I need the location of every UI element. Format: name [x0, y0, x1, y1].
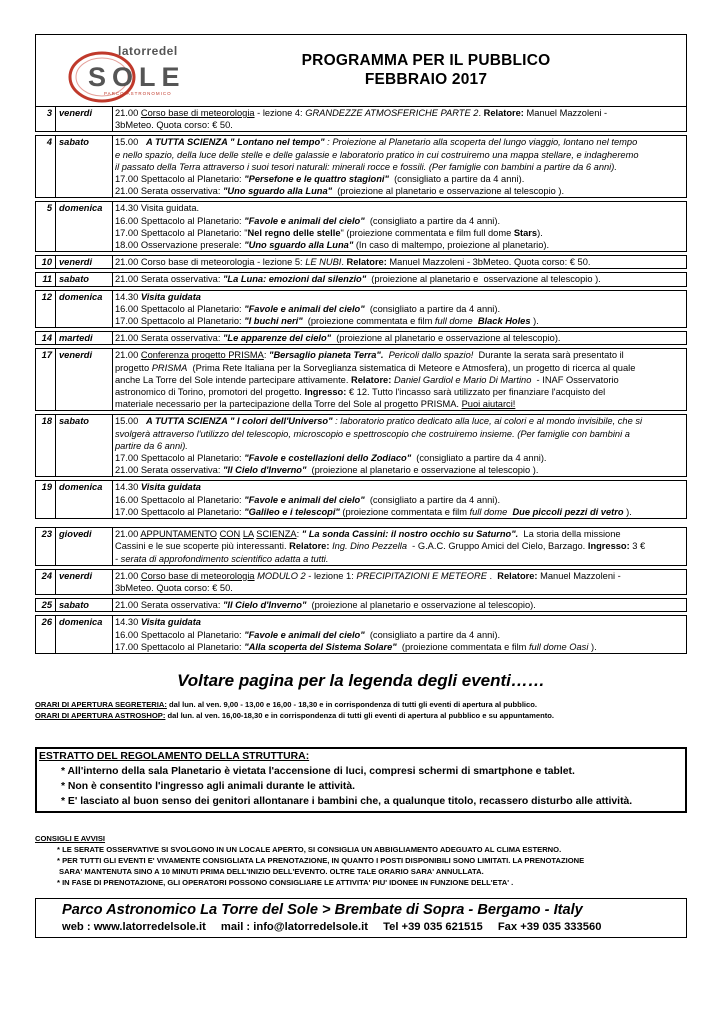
legend-note: Voltare pagina per la legenda degli eventi…… [177, 670, 545, 690]
event-text: 17.00 Spettacolo al Planetario: [115, 174, 245, 185]
event-description [113, 480, 687, 519]
event-text: 16.00 Spettacolo al Planetario: [115, 629, 245, 640]
event-text: full dome [469, 506, 508, 517]
event-text: MODULO 2 [257, 570, 306, 581]
advice-section [35, 833, 687, 888]
event-text: APPUNTAMENTO [140, 529, 217, 540]
event-text: - serata di approfondimento scientifico adatta a tutti. [115, 553, 329, 564]
event-text: 21.00 Serata osservativa: [115, 600, 224, 611]
event-row [35, 480, 687, 519]
event-text: - lezione 4: [254, 108, 306, 118]
event-text: - lezione 1: [305, 570, 357, 581]
event-text: 17.00 Spettacolo al Planetario: [115, 453, 245, 464]
event-line [115, 256, 684, 268]
event-text: "Alla scoperta del Sistema Solare" [244, 641, 397, 652]
opening-hours-office [35, 699, 687, 710]
event-text: : Proiezione al Planetario alla scoperta del lungo viaggio, lontano nel tempo [324, 137, 638, 148]
footer [35, 898, 687, 938]
event-row [35, 331, 687, 345]
footer-web: web : www.latorredelsole.it [62, 920, 206, 933]
event-text: (proiezione al planetario e osservazione al telescopio). [331, 333, 561, 344]
event-day: 19 [35, 480, 55, 519]
header [35, 34, 687, 106]
event-text: ). [623, 506, 632, 517]
event-row [35, 414, 687, 477]
event-row [35, 348, 687, 411]
event-line [115, 119, 684, 131]
event-day: 5 [35, 201, 55, 252]
event-weekday: giovedi [55, 527, 113, 566]
event-line [115, 428, 684, 440]
event-text: 14.30 [115, 617, 141, 628]
title-line1: PROGRAMMA PER IL PUBBLICO [301, 52, 551, 69]
event-text: ). [588, 641, 597, 652]
event-description [113, 135, 687, 198]
event-text: "Favole e animali del cielo" [244, 494, 365, 505]
opening-hours-shop [35, 710, 687, 721]
event-day: 17 [35, 348, 55, 411]
event-weekday: sabato [55, 135, 113, 198]
event-text: Daniel Gardiol e Mario Di Martino [393, 374, 532, 385]
event-text: (proiezione commentata e film [302, 316, 435, 327]
event-text: Relatore: [351, 374, 392, 385]
event-text: Manuel Mazzoleni - 3bMeteo. Quota corso: € 50. [386, 257, 591, 268]
event-text: progetto [115, 362, 152, 373]
office-hours-label: ORARI DI APERTURA SEGRETERIA: [35, 699, 167, 709]
event-text: "Persefone e le quattro stagioni" [244, 174, 389, 185]
event-day: 18 [35, 414, 55, 477]
event-text: A TUTTA SCIENZA " Lontano nel tempo" [146, 137, 325, 148]
event-line [115, 386, 684, 398]
event-text: Nel regno delle stelle [247, 227, 341, 238]
event-weekday: venerdi [55, 106, 113, 132]
event-text: Manuel Mazzoleni - [523, 108, 608, 118]
event-description [113, 331, 687, 345]
event-line [115, 362, 684, 374]
event-text: Visita guidata [140, 291, 201, 302]
event-line [115, 173, 684, 185]
event-line [115, 202, 684, 214]
event-text: (proiezione al planetario e osservazione al telescopio). [306, 600, 536, 611]
event-text: (consigliato a partire da 4 anni). [388, 174, 525, 185]
logo-brand-main: SOLE [88, 62, 186, 92]
event-text: full dome Oasi [528, 641, 589, 652]
event-text: 21.00 [115, 529, 141, 540]
regulation-item: * E' lasciato al buon senso dei genitori allontanare i bambini che, a qualunque titolo, recassero disturbo alle attività. [61, 795, 633, 807]
title-line2: FEBBRAIO 2017 [364, 71, 488, 88]
event-text: Ingresso: [587, 541, 630, 552]
event-day: 26 [35, 615, 55, 654]
event-text: ). [537, 227, 543, 238]
event-text: 21.00 Serata osservativa: [115, 274, 224, 285]
event-text: 21.00 [115, 350, 141, 361]
footer-contacts [62, 920, 686, 935]
event-row [35, 615, 687, 654]
event-text: il passato della Terra attraverso i suoi tesori naturali: minerali rocce e fossili. (Per famiglie con bambini a partire da 6 anni). [115, 161, 617, 172]
event-text: anche La Torre del Sole intende partecipare attivamente. [115, 374, 352, 385]
event-text: : [263, 350, 270, 361]
event-text: "Le apparenze del cielo" [223, 333, 332, 344]
event-text: (consigliato a partire da 4 anni). [411, 453, 547, 464]
event-text: full dome [434, 316, 473, 327]
event-row [35, 569, 687, 595]
event-weekday: sabato [55, 598, 113, 612]
event-line [115, 528, 684, 540]
event-text: 16.00 Spettacolo al Planetario: [115, 494, 245, 505]
regulation-title: ESTRATTO DEL REGOLAMENTO DELLA STRUTTURA: [39, 750, 310, 762]
advice-item: * LE SERATE OSSERVATIVE SI SVOLGONO IN UN LOCALE APERTO, SI CONSIGLIA UN ABBIGLIAMENTO ADEGUATO AL CLIMA ESTERNO. [57, 844, 562, 854]
event-text: astronomico di Torino, promotori del progetto. [115, 387, 305, 398]
event-text: partire da 6 anni). [115, 440, 188, 451]
event-row [35, 255, 687, 269]
event-text: Puoi aiutarci! [461, 399, 516, 410]
event-text: 18.00 Osservazione preserale: [115, 240, 245, 251]
event-day: 24 [35, 569, 55, 595]
footer-tel: Tel +39 035 621515 [383, 920, 483, 933]
page [35, 34, 687, 938]
event-text: CON [219, 529, 241, 540]
event-description [113, 598, 687, 612]
event-text: SCIENZA [256, 529, 297, 540]
event-text: Corso base di meteorologia [140, 570, 255, 581]
event-day: 11 [35, 272, 55, 286]
event-line [115, 440, 684, 452]
event-text: "La Luna: emozioni dal silenzio" [223, 274, 367, 285]
logo-brand-sub: PARCO ASTRONOMICO [104, 91, 172, 96]
event-text: Manuel Mazzoleni - [537, 570, 621, 581]
event-day: 23 [35, 527, 55, 566]
event-text: "Bersaglio pianeta Terra". [269, 350, 384, 361]
event-description [113, 615, 687, 654]
event-text: 16.00 Spettacolo al Planetario: [115, 215, 245, 226]
event-line [115, 464, 684, 476]
event-text: Visita guidata [140, 617, 201, 628]
event-text: Ingresso: [304, 387, 347, 398]
event-line [115, 227, 684, 239]
event-row [35, 290, 687, 329]
event-text: Ing. Dino Pezzella [332, 541, 407, 552]
event-text: (consigliato a partire da 4 anni). [364, 494, 501, 505]
row-spacer [35, 519, 687, 527]
event-description [113, 272, 687, 286]
event-text: LE NUBI [305, 257, 342, 268]
opening-hours [35, 699, 687, 721]
event-weekday: martedi [55, 331, 113, 345]
event-text: Due piccoli pezzi di vetro [512, 506, 624, 517]
event-line [115, 273, 684, 285]
event-line [115, 452, 684, 464]
event-line [115, 374, 684, 386]
advice-item: * IN FASE DI PRENOTAZIONE, GLI OPERATORI POSSONO CONSIGLIARE LE ATTIVITA' PIU' IDONEE IN FUNZIONE DELL'ETA' . [57, 877, 514, 887]
event-weekday: domenica [55, 201, 113, 252]
event-row [35, 106, 687, 132]
event-line [115, 599, 684, 611]
event-text: (consigliato a partire da 4 anni). [364, 303, 501, 314]
event-text: 17.00 Spettacolo al Planetario: " [115, 227, 248, 238]
event-text: PRISMA [151, 362, 188, 373]
event-text: 15.00 [115, 137, 147, 148]
event-text: PRECIPITAZIONI E METEORE [356, 570, 487, 581]
event-description [113, 348, 687, 411]
event-text: 14.30 [115, 291, 141, 302]
event-line [115, 215, 684, 227]
event-day: 3 [35, 106, 55, 132]
event-text: 15.00 [115, 416, 147, 427]
footer-fax: Fax +39 035 333560 [497, 920, 602, 933]
event-text: Visita guidata [140, 482, 201, 493]
event-text: A TUTTA SCIENZA " I colori dell'Universo" [146, 416, 333, 427]
event-text: e nello spazio, della luce delle stelle e delle galassie e laboratorio pratico in cui costruiremo una mappa stellare, e indagheremo [115, 149, 639, 160]
event-weekday: venerdi [55, 255, 113, 269]
event-text: Pericoli dallo spazio! [388, 350, 474, 361]
event-text: . [478, 108, 484, 118]
event-text: 21.00 Serata osservativa: [115, 333, 224, 344]
event-text: La storia della missione [518, 529, 621, 540]
event-text: svolgerà attraverso l'utilizzo del telescopio, microscopio e spettroscopio che costruiremo insieme. (Per famiglie con bambini a [115, 428, 630, 439]
event-text: . [341, 257, 347, 268]
event-weekday: venerdi [55, 569, 113, 595]
event-day: 12 [35, 290, 55, 329]
event-line [115, 629, 684, 641]
event-line [115, 303, 684, 315]
event-text: 21.00 Serata osservativa: [115, 465, 224, 476]
event-text: "Favole e animali del cielo" [244, 303, 365, 314]
event-text: (proiezione commentata e film [396, 641, 529, 652]
event-line [115, 494, 684, 506]
advice-item: * PER TUTTI GLI EVENTI E' VIVAMENTE CONSIGLIATA LA PRENOTAZIONE, IN QUANTO I POSTI DISPONIBILI SONO LIMITATI. LA PRENOTAZIONE [57, 855, 585, 865]
event-text: " (proiezione commentata e film full dome [340, 227, 514, 238]
event-description [113, 290, 687, 329]
event-line [115, 107, 684, 119]
event-description [113, 414, 687, 477]
footer-org-line: Parco Astronomico La Torre del Sole > Brembate di Sopra - Bergamo - Italy [62, 901, 583, 918]
event-text: 3bMeteo. Quota corso: € 50. [115, 582, 233, 593]
event-description [113, 201, 687, 252]
event-description [113, 527, 687, 566]
event-text: (proiezione commentata e film [339, 506, 470, 517]
event-text: Conferenza progetto PRISMA [140, 350, 264, 361]
logo-brand-top: latorredel [118, 44, 178, 58]
event-text: 14.30 Visita guidata. [115, 203, 200, 214]
event-row [35, 598, 687, 612]
shop-hours-text: dal lun. al ven. 16,00-18,30 e in corrispondenza di tutti gli eventi di apertura al pubblico e su appuntamento. [165, 710, 555, 720]
event-line [115, 415, 684, 427]
event-text: (consigliato a partire da 4 anni). [364, 629, 501, 640]
event-text: (proiezione al planetario e osservazione al telescopio ). [332, 186, 565, 197]
event-text: " La sonda Cassini: il nostro occhio su Saturno". [301, 529, 519, 540]
event-text: 3bMeteo. Quota corso: € 50. [115, 120, 233, 131]
event-day: 25 [35, 598, 55, 612]
shop-hours-label: ORARI DI APERTURA ASTROSHOP: [35, 710, 166, 720]
event-text: 17.00 Spettacolo al Planetario: [115, 316, 245, 327]
event-text: Relatore: [289, 541, 330, 552]
advice-title: CONSIGLI E AVVISI [35, 833, 106, 843]
event-weekday: sabato [55, 272, 113, 286]
event-text: 17.00 Spettacolo al Planetario: [115, 641, 245, 652]
event-line [115, 506, 684, 518]
regulation-item: * Non è consentito l'ingresso agli animali durante le attività. [61, 780, 356, 792]
event-line [115, 332, 684, 344]
event-text: Corso base di meteorologia [140, 108, 255, 118]
event-line [115, 641, 684, 653]
event-text: (In caso di maltempo, proiezione al planetario). [353, 240, 550, 251]
event-line [115, 136, 684, 148]
event-text: € 12. Tutto l'incasso sarà utilizzato per finanziare l'acquisto del [346, 387, 606, 398]
schedule-table [35, 106, 687, 657]
event-line [115, 161, 684, 173]
event-text: Cassini e le sue scoperte più interessanti. [115, 541, 290, 552]
event-line [115, 239, 684, 251]
office-hours-text: dal lun. al ven. 9,00 - 13,00 e 16,00 - 18,30 e in corrispondenza di tutti gli eventi di apertura al pubblico. [166, 699, 538, 709]
event-text: . [486, 570, 498, 581]
event-text: 3 € [629, 541, 646, 552]
event-weekday: domenica [55, 480, 113, 519]
event-text: 21.00 Serata osservativa: [115, 186, 224, 197]
event-text: GRANDEZZE ATMOSFERICHE PARTE 2 [305, 108, 479, 118]
event-line [115, 149, 684, 161]
event-weekday: venerdi [55, 348, 113, 411]
event-text: Stars [513, 227, 538, 238]
event-text: "Il Cielo d'Inverno" [223, 600, 307, 611]
event-text: (proiezione al planetario e osservazione al telescopio ). [306, 465, 539, 476]
event-line [115, 349, 684, 361]
event-line [115, 398, 684, 410]
event-text: "Favole e costellazioni dello Zodiaco" [244, 453, 412, 464]
event-text: (consigliato a partire da 4 anni). [364, 215, 501, 226]
event-row [35, 272, 687, 286]
event-day: 14 [35, 331, 55, 345]
event-description [113, 255, 687, 269]
event-text: : laboratorio pratico dedicato alla luce, ai colori e al mondo invisibile, che si [332, 416, 643, 427]
event-text: "Favole e animali del cielo" [244, 629, 365, 640]
event-row [35, 201, 687, 252]
event-text: "Il Cielo d'Inverno" [223, 465, 307, 476]
row-spacer-cell [35, 519, 687, 527]
event-weekday: domenica [55, 290, 113, 329]
row-spacer [35, 654, 687, 657]
event-weekday: domenica [55, 615, 113, 654]
event-text: materiale necessario per la partecipazione della Torre del Sole al progetto PRISMA. [115, 399, 462, 410]
event-text: 21.00 [115, 570, 141, 581]
event-weekday: sabato [55, 414, 113, 477]
event-text: Durante la serata sarà presentato il [473, 350, 624, 361]
event-text: "Favole e animali del cielo" [244, 215, 365, 226]
event-line [115, 553, 684, 565]
event-day: 4 [35, 135, 55, 198]
event-text: Relatore: [483, 108, 524, 118]
event-text: 16.00 Spettacolo al Planetario: [115, 303, 245, 314]
event-text: LA [242, 529, 254, 540]
event-text: : [296, 529, 302, 540]
event-line [115, 570, 684, 582]
footer-mail: mail : info@latorredelsole.it [220, 920, 368, 933]
event-line [115, 582, 684, 594]
event-line [115, 315, 684, 327]
event-text: Relatore: [346, 257, 387, 268]
event-text: 21.00 Corso base di meteorologia - lezione 5: [115, 257, 306, 268]
event-text: "Uno sguardo alla Luna" [223, 186, 333, 197]
event-text: (proiezione al planetario e osservazione al telescopio ). [366, 274, 601, 285]
row-spacer-cell [35, 654, 687, 657]
event-text: - G.A.C. Gruppo Amici del Cielo, Barzago. [407, 541, 588, 552]
event-text: "Uno sguardo alla Luna" [244, 240, 354, 251]
event-line [115, 481, 684, 493]
event-text: 17.00 Spettacolo al Planetario: [115, 506, 245, 517]
event-line [115, 540, 684, 552]
event-description [113, 569, 687, 595]
event-row [35, 135, 687, 198]
event-text: "I buchi neri" [244, 316, 303, 327]
page-title [36, 51, 686, 89]
regulation-item: * All'interno della sala Planetario è vietata l'accensione di luci, compresi schermi di smartphone e tablet. [61, 765, 575, 777]
advice-item-continued: SARA' MANTENUTA SINO A 10 MINUTI PRIMA DELL'INIZIO DELL'EVENTO. OLTRE TALE ORARIO SARA' ANNULLATA. [59, 866, 484, 876]
event-text: "Galileo e i telescopi" [244, 506, 340, 517]
event-text: ). [530, 316, 539, 327]
event-line [115, 616, 684, 628]
regulation-box [35, 747, 687, 813]
schedule-body [35, 106, 687, 657]
event-text: - INAF Osservatorio [531, 374, 619, 385]
event-day: 10 [35, 255, 55, 269]
event-line [115, 185, 684, 197]
event-description [113, 106, 687, 132]
event-row [35, 527, 687, 566]
event-text: 14.30 [115, 482, 141, 493]
event-line [115, 291, 684, 303]
event-text: Black Holes [477, 316, 531, 327]
event-text: Relatore: [497, 570, 538, 581]
event-text: (Prima Rete Italiana per la Sorveglianza sistematica di Meteore e Atmosfera), un progetto di ricerca al quale [187, 362, 636, 373]
event-text: 21.00 [115, 108, 141, 118]
